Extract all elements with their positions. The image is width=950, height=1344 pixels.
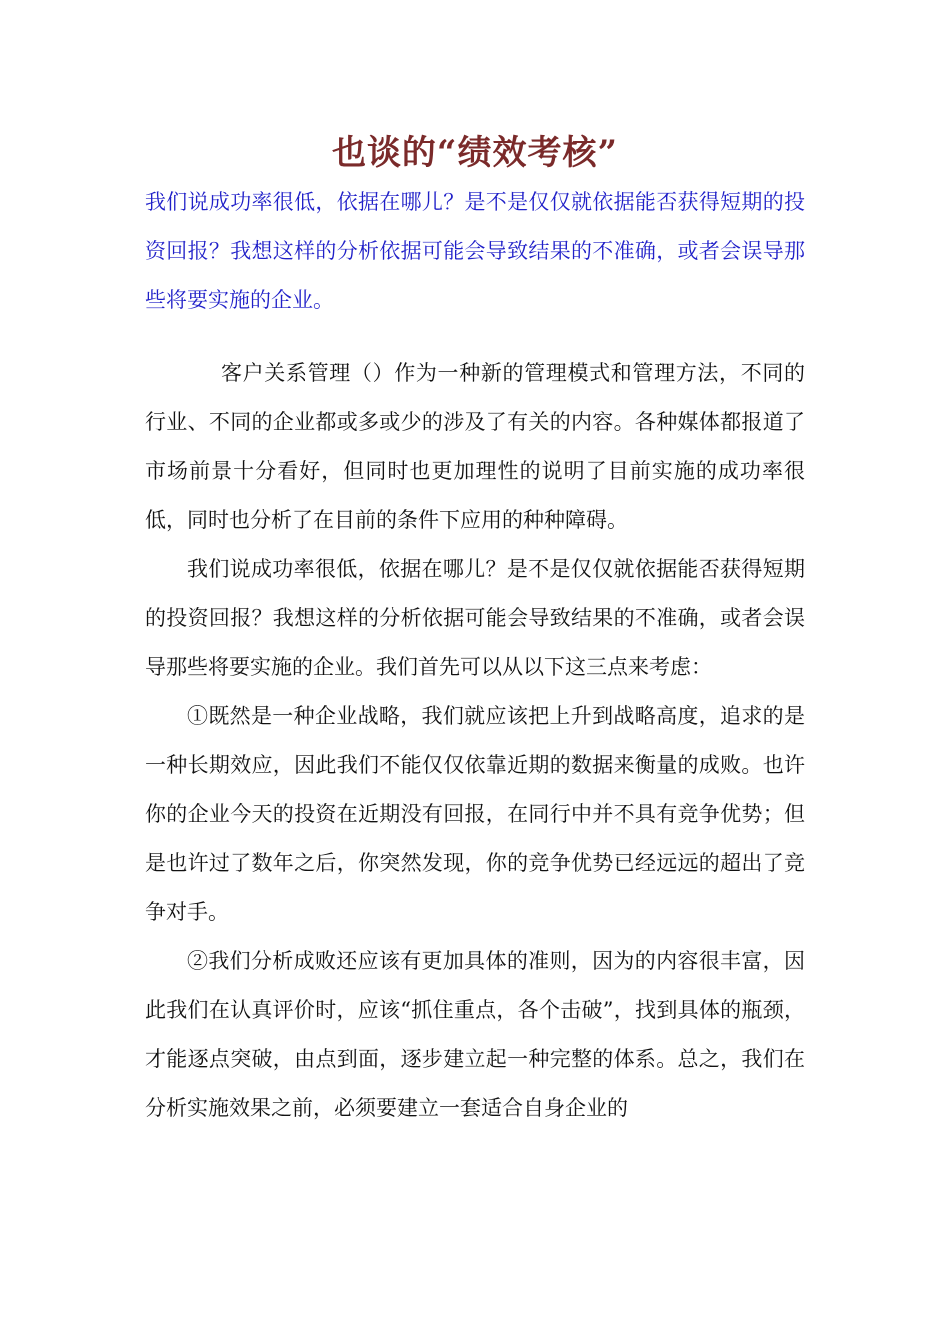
intro-paragraph: 我们说成功率很低，依据在哪儿？是不是仅仅就依据能否获得短期的投资回报？我想这样的分析依据可能会导致结果的不准确，或者会误导那些将要实施的企业。 [145, 190, 805, 312]
body-paragraph-4: ②我们分析成败还应该有更加具体的准则，因为的内容很丰富，因此我们在认真评价时，应该“抓住重点，各个击破”，找到具体的瓶颈，才能逐点突破，由点到面，逐步建立起一种完整的体系。总之，我们在分析实施效果之前，必须要建立一套适合自身企业的 [145, 949, 805, 1120]
body-paragraph-2: 我们说成功率很低，依据在哪儿？是不是仅仅就依据能否获得短期的投资回报？我想这样的分析依据可能会导致结果的不准确，或者会误导那些将要实施的企业。我们首先可以从以下这三点来考虑： [145, 557, 805, 679]
document-page [145, 128, 805, 1133]
body-paragraph-1: 客户关系管理（）作为一种新的管理模式和管理方法，不同的行业、不同的企业都或多或少的涉及了有关的内容。各种媒体都报道了市场前景十分看好，但同时也更加理性的说明了目前实施的成功率很低，同时也分析了在目前的条件下应用的种种障碍。 [145, 361, 805, 532]
document-title: 也谈的“绩效考核” [331, 133, 619, 173]
body-paragraph-3: ①既然是一种企业战略，我们就应该把上升到战略高度，追求的是一种长期效应，因此我们不能仅仅依靠近期的数据来衡量的成败。也许你的企业今天的投资在近期没有回报，在同行中并不具有竞争优势；但是也许过了数年之后，你突然发现，你的竞争优势已经远远的超出了竞争对手。 [145, 704, 805, 924]
section-spacer [145, 325, 805, 349]
